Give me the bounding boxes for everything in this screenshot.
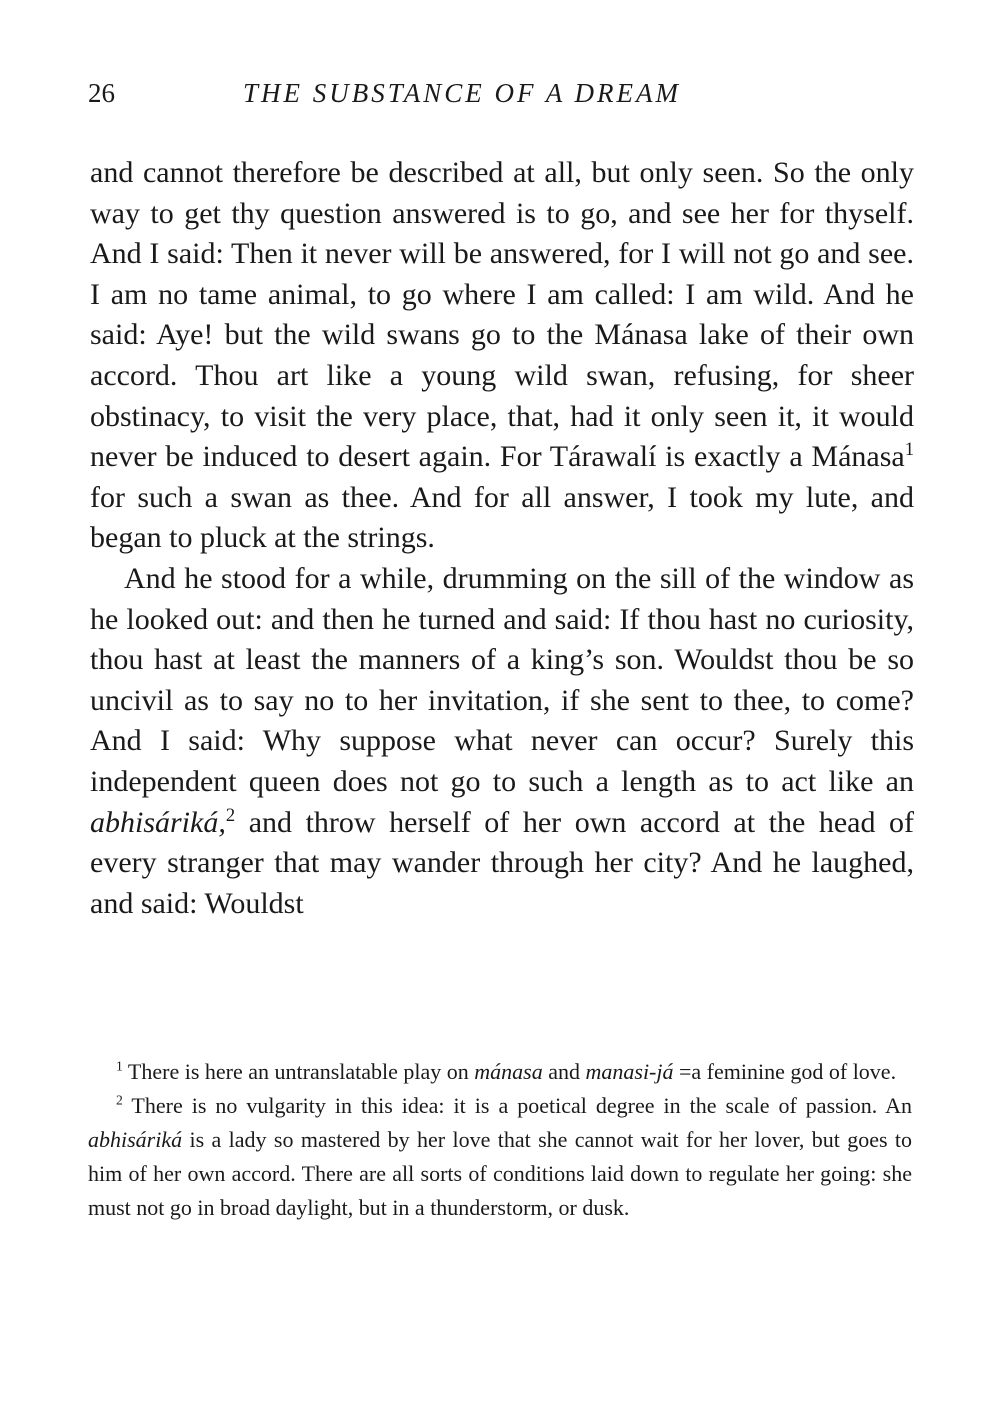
footnote-reference-2: 2 bbox=[225, 804, 236, 826]
paragraph-2-text-b: and throw herself of her own accord at the head of every stranger that may wander through her city? And he laughed, and said: Wouldst bbox=[90, 805, 914, 920]
footnote-2 bbox=[88, 1089, 912, 1225]
footnote-1-term-manasa: mánasa bbox=[474, 1059, 543, 1084]
running-title: THE SUBSTANCE OF A DREAM bbox=[243, 78, 681, 108]
footnote-1 bbox=[88, 1055, 912, 1089]
paragraph-1-text-a: and cannot therefore be described at all, but only seen. So the only way to get thy question answered is to go, and see her for thyself. And I said: Then it never will be answered, for I will not go and see. I am no tame animal, to go where I am called: I am wild. And he said: Aye! but the wild swans go to the Mánasa lake of their own accord. Thou art like a young wild swan, refusing, for sheer obstinacy, to visit the very place, that, had it only seen it, it would never be induced to desert again. For Tárawalí is exactly a Mánasa bbox=[90, 156, 914, 474]
footnote-2-term-abhisarika: abhisáriká bbox=[88, 1127, 183, 1152]
footnote-2-text-b: is a lady so mastered by her love that she cannot wait for her lover, but goes to him of her own accord. There are all sorts of conditions laid down to regulate her going: she must not go in broad daylight, but in a thunderstorm, or dusk. bbox=[88, 1127, 912, 1220]
page-header bbox=[88, 78, 912, 118]
main-text bbox=[90, 153, 914, 924]
paragraph-1-text-b: for such a swan as thee. And for all answer, I took my lute, and began to pluck at the strings. bbox=[90, 480, 914, 555]
page-number: 26 bbox=[88, 78, 115, 108]
footnote-1-text-a: There is here an untranslatable play on bbox=[122, 1059, 475, 1084]
footnote-1-text-c: =a feminine god of love. bbox=[673, 1059, 897, 1084]
footnote-1-marker: 1 bbox=[116, 1058, 123, 1074]
footnote-1-text-b: and bbox=[542, 1059, 586, 1084]
footnote-2-marker: 2 bbox=[116, 1092, 123, 1108]
italic-term-abhisarika: abhisáriká, bbox=[90, 805, 226, 839]
footnotes bbox=[88, 1055, 912, 1225]
footnote-1-term-manasija: manasi-já bbox=[585, 1059, 674, 1084]
paragraph-2-text-a: And he stood for a while, drumming on the sill of the window as he looked out: and then he turned and said: If thou hast no curiosity, thou hast at least the manners of a king’s son. Wouldst thou be so uncivil as to say no to her invitation, if she sent to thee, to come? And I said: Why suppose what never can occur? Surely this independent queen does not go to such a length as to act like an bbox=[90, 561, 914, 798]
footnote-2-text-a: There is no vulgarity in this idea: it is a poetical degree in the scale of passion. An bbox=[122, 1093, 912, 1118]
paragraph-1 bbox=[90, 153, 914, 559]
paragraph-2 bbox=[90, 559, 914, 924]
footnote-reference-1: 1 bbox=[904, 439, 914, 461]
